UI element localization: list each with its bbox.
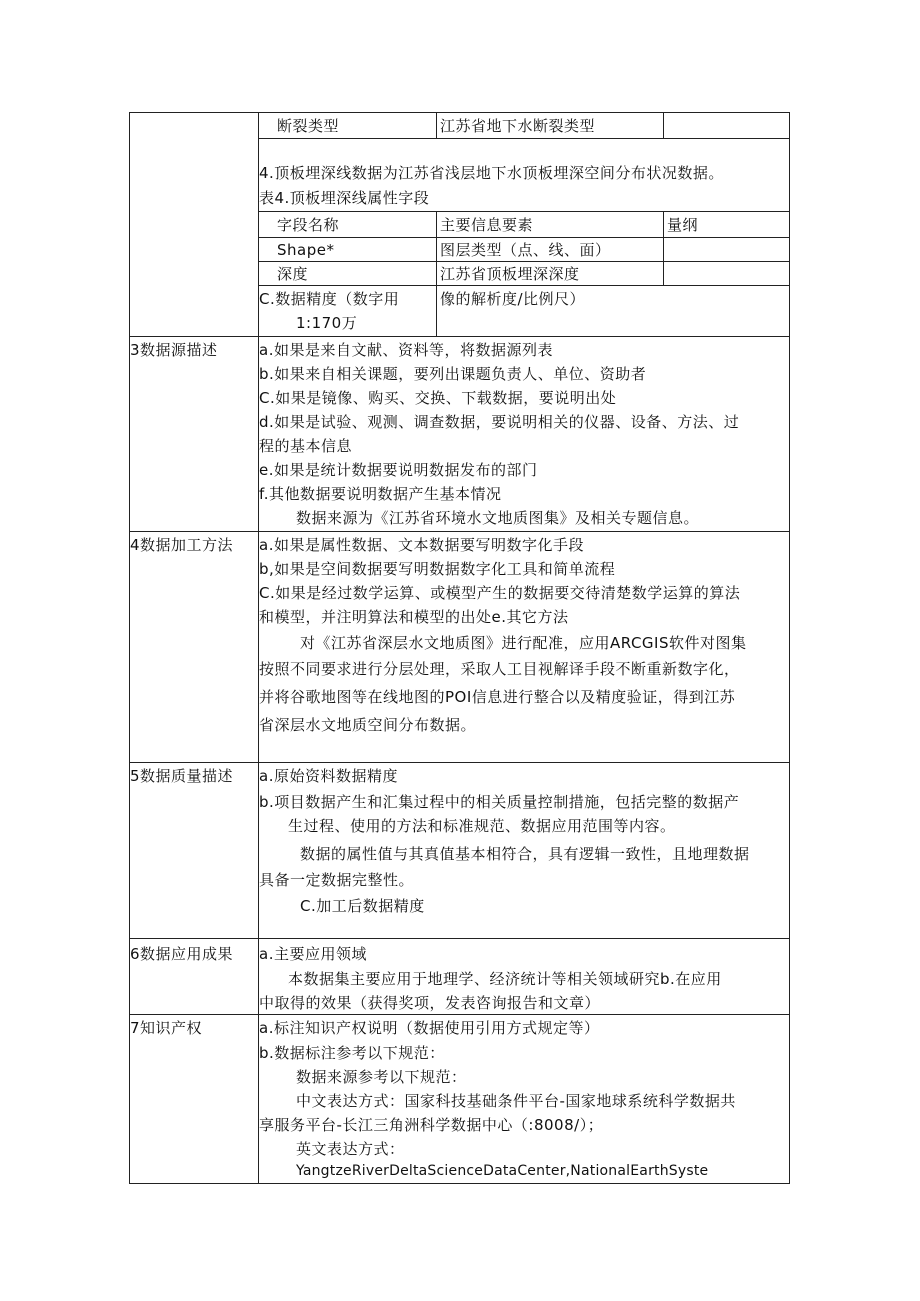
s3-line: a.如果是来自文献、资料等，将数据源列表 [259, 341, 553, 359]
s6-line: 中取得的效果（获得奖项，发表咨询报告和文章） [259, 994, 601, 1012]
s5-line: 生过程、使用的方法和标准规范、数据应用范围等内容。 [288, 817, 676, 835]
s7-line: 享服务平台-长江三角洲科学数据中心（:8008/）； [259, 1116, 604, 1134]
table4-header-unit: 量纲 [667, 216, 699, 234]
table-border-right [789, 112, 790, 1183]
s5-line: 具备一定数据完整性。 [259, 871, 415, 889]
s3-line: d.如果是试验、观测、调查数据，要说明相关的仪器、设备、方法、过 [259, 413, 740, 431]
s3-line: 数据来源为《江苏省环境水文地质图集》及相关专题信息。 [296, 509, 700, 527]
section-divider-5 [129, 762, 790, 763]
s3-line: 程的基本信息 [259, 437, 353, 455]
table4-row-line [258, 237, 790, 238]
section-label-quality: 5数据质量描述 [130, 767, 234, 785]
table-border-top [129, 112, 790, 113]
s3-line: e.如果是统计数据要说明数据发布的部门 [259, 461, 538, 479]
table4-caption: 表4.顶板埋深线属性字段 [259, 189, 430, 207]
s5-line: b.项目数据产生和汇集过程中的相关质量控制措施，包括完整的数据产 [259, 793, 740, 811]
inner-col-divider [663, 112, 664, 138]
precision-right: 像的解析度/比例尺） [440, 290, 586, 308]
table4-row-info: 江苏省顶板埋深深度 [440, 265, 580, 283]
section-divider-4 [129, 531, 790, 532]
s4-line: b,如果是空间数据要写明数据数字化工具和简单流程 [259, 560, 616, 578]
s7-line: 英文表达方式： [296, 1140, 405, 1158]
precision-left-line2: 1:170万 [296, 314, 358, 332]
s7-line: a.标注知识产权说明（数据使用引用方式规定等） [259, 1019, 600, 1037]
s7-line: YangtzeRiverDeltaScienceDataCenter,NationalEarthSyste [296, 1163, 709, 1179]
table-border-bottom [129, 1183, 790, 1184]
section-label-processing: 4数据加工方法 [130, 536, 234, 554]
precision-left-line1: C.数据精度（数字用 [259, 290, 400, 308]
table4-row-line [258, 261, 790, 262]
table4-row-line [258, 285, 790, 286]
s5-line: a.原始资料数据精度 [259, 767, 398, 785]
s3-line: C.如果是镜像、购买、交换、下载数据，要说明出处 [259, 389, 617, 407]
s6-line: 本数据集主要应用于地理学、经济统计等相关领域研究b.在应用 [288, 970, 722, 988]
table4-row-field: 深度 [277, 265, 309, 283]
fault-type-info: 江苏省地下水断裂类型 [440, 117, 596, 135]
s3-line: f.其他数据要说明数据产生基本情况 [259, 485, 502, 503]
section-label-ip: 7知识产权 [130, 1019, 203, 1037]
inner-col-divider [436, 112, 437, 138]
s5-line: C.加工后数据精度 [300, 897, 425, 915]
section-divider-6 [129, 938, 790, 939]
s4-line: 按照不同要求进行分层处理，采取人工目视解译手段不断重新数字化， [259, 660, 740, 678]
s5-line: 数据的属性值与其真值基本相符合，具有逻辑一致性，且地理数据 [300, 845, 750, 863]
s7-line: b.数据标注参考以下规范： [259, 1044, 445, 1062]
s4-line: 省深层水文地质空间分布数据。 [259, 716, 477, 734]
s7-line: 中文表达方式：国家科技基础条件平台-国家地球系统科学数据共 [296, 1092, 736, 1110]
s4-line: C.如果是经过数学运算、或模型产生的数据要交待清楚数学运算的算法 [259, 584, 741, 602]
section-label-data-source: 3数据源描述 [130, 341, 218, 359]
s3-line: b.如果来自相关课题，要列出课题负责人、单位、资助者 [259, 365, 647, 383]
section-divider-3 [129, 336, 790, 337]
inner-row-line [258, 138, 790, 139]
table4-header-field: 字段名称 [277, 216, 340, 234]
table4-row-field: Shape* [277, 241, 335, 259]
s7-line: 数据来源参考以下规范： [296, 1068, 467, 1086]
s4-line: 并将谷歌地图等在线地图的POI信息进行整合以及精度验证，得到江苏 [259, 688, 736, 706]
section-label-application: 6数据应用成果 [130, 945, 234, 963]
table4-top [258, 211, 790, 212]
table4-header-info: 主要信息要素 [440, 216, 534, 234]
table4-row-info: 图层类型（点、线、面） [440, 241, 611, 259]
s4-line: a.如果是属性数据、文本数据要写明数字化手段 [259, 536, 584, 554]
section-divider-7 [129, 1014, 790, 1015]
s4-line: 和模型，并注明算法和模型的出处e.其它方法 [259, 608, 569, 626]
s4-line: 对《江苏省深层水文地质图》进行配准，应用ARCGIS软件对图集 [300, 634, 747, 652]
s6-line: a.主要应用领域 [259, 945, 367, 963]
fault-type-field: 断裂类型 [277, 117, 340, 135]
table4-col-divider [663, 211, 664, 285]
item4-description: 4.顶板埋深线数据为江苏省浅层地下水顶板埋深空间分布状况数据。 [259, 164, 724, 182]
table4-col-divider [436, 211, 437, 336]
